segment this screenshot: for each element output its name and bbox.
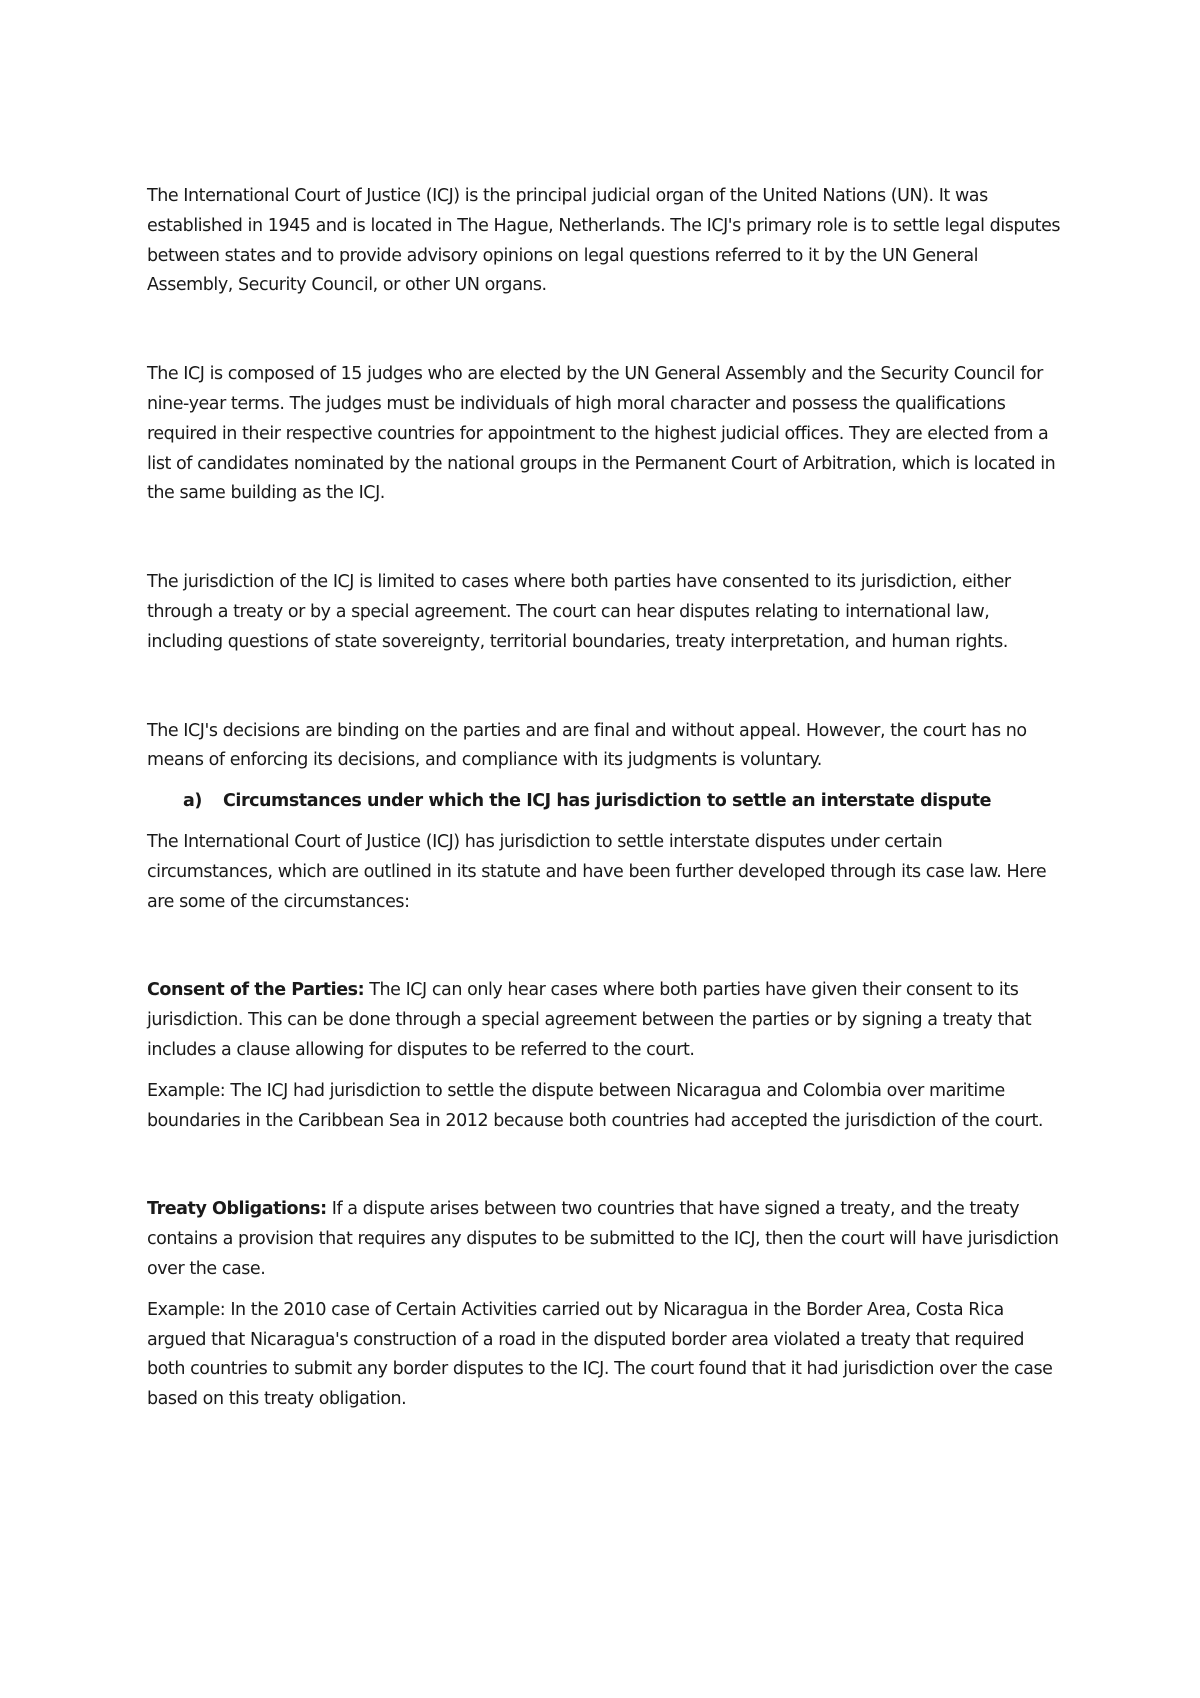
treaty-lead: Treaty Obligations: [147, 1199, 327, 1220]
treaty-text: If a dispute arises between two countries that have signed a treaty, and the treaty contains a provision that requires any disputes to be submitted to the ICJ, then the court will have jurisdiction over the case. [147, 1199, 1059, 1279]
paragraph-icj-decisions: The ICJ's decisions are binding on the parties and are final and without appeal. However, the court has no means of enforcing its decisions, and compliance with its judgments is voluntary. [147, 720, 1027, 771]
paragraph-consent [147, 976, 1067, 1065]
paragraph-example-treaty: Example: In the 2010 case of Certain Activities carried out by Nicaragua in the Border Area, Costa Rica argued that Nicaragua's construction of a road in the disputed border area violated a treaty that required both countries to submit any border disputes to the ICJ. The court found that it had jurisdiction over the case based on this treaty obligation. [147, 1299, 1053, 1410]
paragraph-circumstances-intro: The International Court of Justice (ICJ) has jurisdiction to settle interstate disputes under certain circumstances, which are outlined in its statute and have been further developed through its case law. Here are some of the circumstances: [147, 831, 1047, 912]
document-page [147, 182, 1067, 1415]
list-marker: a) [183, 791, 202, 812]
paragraph-icj-overview: The International Court of Justice (ICJ) is the principal judicial organ of the United Nations (UN). It was established in 1945 and is located in The Hague, Netherlands. The ICJ's primary role is to settle legal disputes between states and to provide advisory opinions on legal questions referred to it by the UN General Assembly, Security Council, or other UN organs. [147, 186, 1061, 296]
consent-text: The ICJ can only hear cases where both parties have given their consent to its jurisdiction. This can be done through a special agreement between the parties or by signing a treaty that includes a clause allowing for disputes to be referred to the court. [147, 980, 1032, 1060]
paragraph-icj-composition: The ICJ is composed of 15 judges who are elected by the UN General Assembly and the Security Council for nine-year terms. The judges must be individuals of high moral character and possess the qualifications required in their respective countries for appointment to the highest judicial offices. They are elected from a list of candidates nominated by the national groups in the Permanent Court of Arbitration, which is located in the same building as the ICJ. [147, 364, 1056, 504]
section-heading-text: Circumstances under which the ICJ has jurisdiction to settle an interstate dispute [223, 791, 992, 812]
paragraph-treaty [147, 1195, 1067, 1284]
paragraph-example-consent: Example: The ICJ had jurisdiction to settle the dispute between Nicaragua and Colombia over maritime boundaries in the Caribbean Sea in 2012 because both countries had accepted the jurisdiction of the court. [147, 1080, 1044, 1131]
consent-lead: Consent of the Parties: [147, 980, 365, 1001]
section-heading-a [147, 787, 1067, 817]
paragraph-icj-jurisdiction: The jurisdiction of the ICJ is limited to cases where both parties have consented to its jurisdiction, either through a treaty or by a special agreement. The court can hear disputes relating to international law, including questions of state sovereignty, territorial boundaries, treaty interpretation, and human rights. [147, 572, 1011, 652]
